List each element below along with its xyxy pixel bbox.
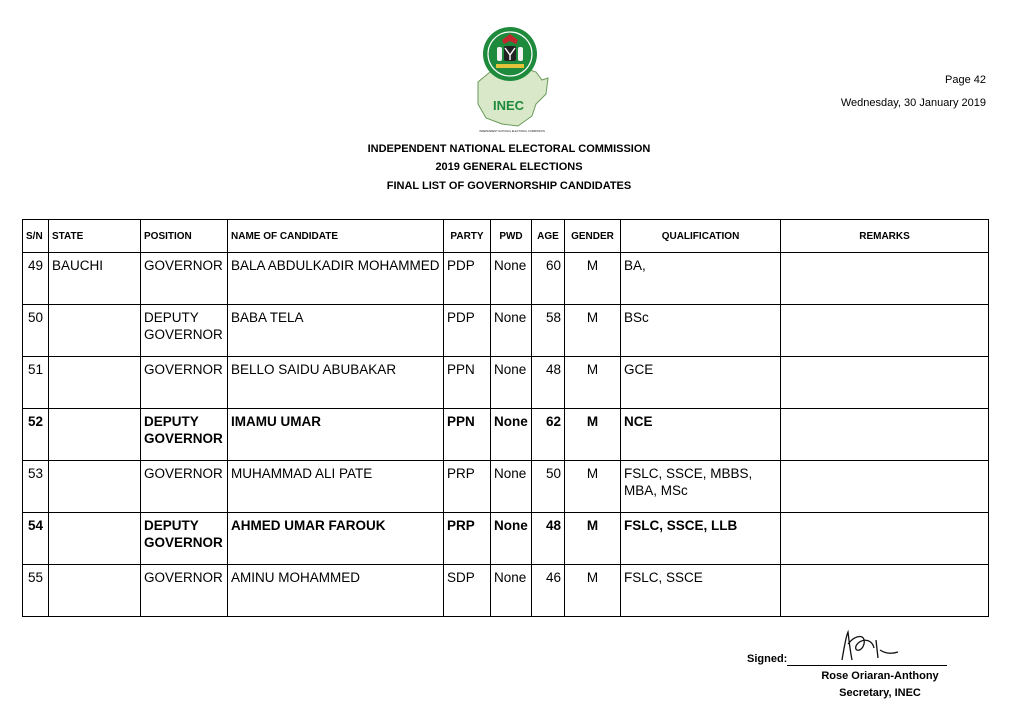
cell-age: 62 bbox=[532, 409, 565, 461]
cell-gender: M bbox=[565, 253, 621, 305]
cell-name: IMAMU UMAR bbox=[228, 409, 444, 461]
cell-party: PPN bbox=[444, 409, 491, 461]
cell-sn: 55 bbox=[23, 565, 49, 617]
cell-gender: M bbox=[565, 305, 621, 357]
table-header-row bbox=[23, 220, 989, 253]
cell-gender: M bbox=[565, 357, 621, 409]
cell-name: BALA ABDULKADIR MOHAMMED bbox=[228, 253, 444, 305]
cell-party: PRP bbox=[444, 513, 491, 565]
cell-gender: M bbox=[565, 409, 621, 461]
column-header: PWD bbox=[491, 220, 532, 253]
cell-pwd: None bbox=[491, 357, 532, 409]
cell-position: GOVERNOR bbox=[141, 357, 228, 409]
cell-remarks bbox=[781, 409, 989, 461]
logo-subtext: INDEPENDENT NATIONAL ELECTORAL COMMISSION bbox=[479, 130, 545, 133]
cell-age: 46 bbox=[532, 565, 565, 617]
cell-remarks bbox=[781, 305, 989, 357]
cell-qualification: FSLC, SSCE, LLB bbox=[621, 513, 781, 565]
cell-pwd: None bbox=[491, 409, 532, 461]
cell-qualification: FSLC, SSCE bbox=[621, 565, 781, 617]
report-date: Wednesday, 30 January 2019 bbox=[840, 97, 986, 109]
cell-state: BAUCHI bbox=[49, 253, 141, 305]
cell-remarks bbox=[781, 565, 989, 617]
cell-pwd: None bbox=[491, 253, 532, 305]
cell-age: 60 bbox=[532, 253, 565, 305]
cell-qualification: FSLC, SSCE, MBBS, MBA, MSc bbox=[621, 461, 781, 513]
cell-name: AHMED UMAR FAROUK bbox=[228, 513, 444, 565]
header-elections: 2019 GENERAL ELECTIONS bbox=[435, 161, 583, 173]
cell-remarks bbox=[781, 253, 989, 305]
cell-state bbox=[49, 409, 141, 461]
cell-pwd: None bbox=[491, 513, 532, 565]
cell-position: GOVERNOR bbox=[141, 253, 228, 305]
cell-qualification: BSc bbox=[621, 305, 781, 357]
header-commission: INDEPENDENT NATIONAL ELECTORAL COMMISSION bbox=[367, 143, 651, 155]
column-header: REMARKS bbox=[781, 220, 989, 253]
column-header: POSITION bbox=[141, 220, 228, 253]
table-row bbox=[23, 461, 989, 513]
cell-sn: 51 bbox=[23, 357, 49, 409]
table-row bbox=[23, 513, 989, 565]
cell-position: DEPUTY GOVERNOR bbox=[141, 513, 228, 565]
column-header: NAME OF CANDIDATE bbox=[228, 220, 444, 253]
cell-position: DEPUTY GOVERNOR bbox=[141, 409, 228, 461]
cell-state bbox=[49, 357, 141, 409]
cell-remarks bbox=[781, 461, 989, 513]
cell-pwd: None bbox=[491, 305, 532, 357]
cell-position: GOVERNOR bbox=[141, 461, 228, 513]
cell-qualification: BA, bbox=[621, 253, 781, 305]
cell-party: SDP bbox=[444, 565, 491, 617]
cell-name: AMINU MOHAMMED bbox=[228, 565, 444, 617]
cell-sn: 53 bbox=[23, 461, 49, 513]
candidates-table bbox=[22, 219, 989, 617]
cell-state bbox=[49, 461, 141, 513]
cell-pwd: None bbox=[491, 565, 532, 617]
cell-age: 58 bbox=[532, 305, 565, 357]
cell-name: BABA TELA bbox=[228, 305, 444, 357]
cell-remarks bbox=[781, 357, 989, 409]
column-header: STATE bbox=[49, 220, 141, 253]
table-row bbox=[23, 409, 989, 461]
table-row bbox=[23, 305, 989, 357]
cell-state bbox=[49, 565, 141, 617]
cell-sn: 54 bbox=[23, 513, 49, 565]
cell-name: MUHAMMAD ALI PATE bbox=[228, 461, 444, 513]
column-header: PARTY bbox=[444, 220, 491, 253]
table-row bbox=[23, 357, 989, 409]
column-header: GENDER bbox=[565, 220, 621, 253]
signed-label: Signed: bbox=[747, 653, 788, 665]
cell-party: PPN bbox=[444, 357, 491, 409]
cell-position: GOVERNOR bbox=[141, 565, 228, 617]
logo-text: INEC bbox=[493, 98, 525, 113]
cell-party: PDP bbox=[444, 253, 491, 305]
cell-state bbox=[49, 513, 141, 565]
cell-remarks bbox=[781, 513, 989, 565]
cell-age: 48 bbox=[532, 357, 565, 409]
column-header: QUALIFICATION bbox=[621, 220, 781, 253]
cell-gender: M bbox=[565, 565, 621, 617]
cell-gender: M bbox=[565, 461, 621, 513]
cell-qualification: NCE bbox=[621, 409, 781, 461]
signer-role: Secretary, INEC bbox=[839, 687, 921, 699]
header-list-title: FINAL LIST OF GOVERNORSHIP CANDIDATES bbox=[386, 180, 632, 192]
cell-qualification: GCE bbox=[621, 357, 781, 409]
cell-sn: 49 bbox=[23, 253, 49, 305]
cell-age: 50 bbox=[532, 461, 565, 513]
column-header: S/N bbox=[23, 220, 49, 253]
cell-sn: 52 bbox=[23, 409, 49, 461]
table-row bbox=[23, 565, 989, 617]
cell-position: DEPUTY GOVERNOR bbox=[141, 305, 228, 357]
cell-pwd: None bbox=[491, 461, 532, 513]
page-number: Page 42 bbox=[945, 74, 986, 86]
cell-party: PRP bbox=[444, 461, 491, 513]
cell-sn: 50 bbox=[23, 305, 49, 357]
signature-mark bbox=[836, 626, 900, 666]
cell-gender: M bbox=[565, 513, 621, 565]
cell-state bbox=[49, 305, 141, 357]
cell-party: PDP bbox=[444, 305, 491, 357]
cell-age: 48 bbox=[532, 513, 565, 565]
cell-name: BELLO SAIDU ABUBAKAR bbox=[228, 357, 444, 409]
column-header: AGE bbox=[532, 220, 565, 253]
signer-name: Rose Oriaran-Anthony bbox=[821, 670, 939, 682]
inec-logo bbox=[472, 24, 552, 139]
table-row bbox=[23, 253, 989, 305]
